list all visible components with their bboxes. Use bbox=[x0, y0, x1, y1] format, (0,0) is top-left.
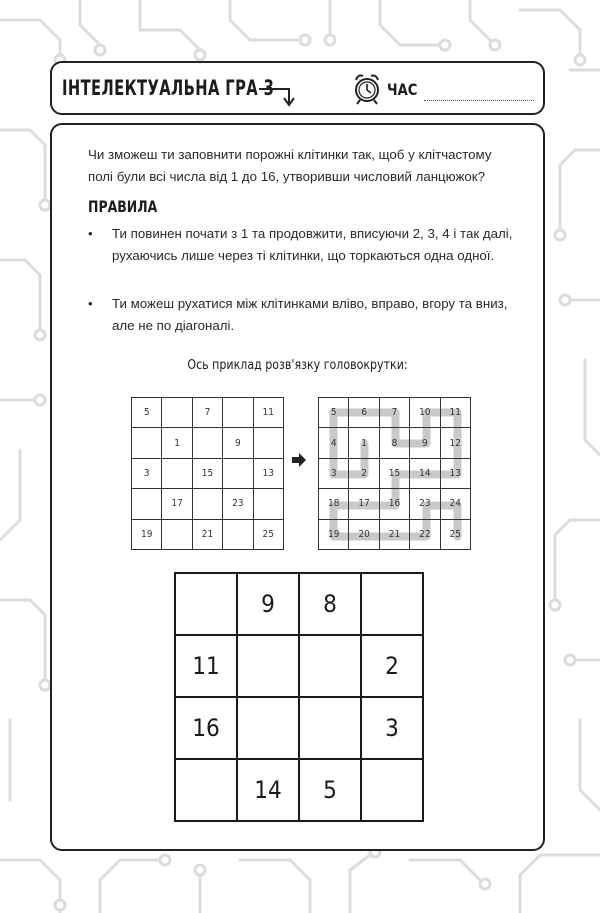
example-solution-cell: 4 bbox=[319, 428, 349, 458]
example-solution-cell: 1 bbox=[349, 428, 379, 458]
example-problem-cell bbox=[253, 489, 283, 519]
example-problem-cell bbox=[253, 428, 283, 458]
example-problem-cell bbox=[192, 428, 222, 458]
example-solution-table bbox=[318, 397, 471, 550]
example-solution-cell: 20 bbox=[349, 519, 379, 549]
header-bar bbox=[50, 61, 545, 115]
puzzle-grid bbox=[174, 572, 424, 822]
grid-row bbox=[175, 635, 423, 697]
example-problem-cell bbox=[223, 519, 253, 549]
rule-text: Ти повинен почати з 1 та продовжити, вписуючи 2, 3, 4 і так далі, рухаючись лише через ті клітинки, що торкаються одна одної. bbox=[112, 226, 513, 263]
grid-row bbox=[175, 759, 423, 821]
grid-row bbox=[319, 489, 471, 519]
example-problem-cell bbox=[162, 458, 192, 488]
example-solution-cell: 16 bbox=[379, 489, 409, 519]
example-problem-cell: 17 bbox=[162, 489, 192, 519]
rule-item bbox=[88, 223, 518, 267]
example-problem-cell: 15 bbox=[192, 458, 222, 488]
puzzle-cell: 8 bbox=[299, 573, 361, 635]
puzzle-cell: 5 bbox=[299, 759, 361, 821]
example-problem-cell bbox=[132, 489, 162, 519]
puzzle-cell[interactable] bbox=[175, 759, 237, 821]
puzzle-cell[interactable] bbox=[361, 573, 423, 635]
puzzle-cell: 11 bbox=[175, 635, 237, 697]
arrow-down-right-icon bbox=[257, 81, 297, 109]
puzzle-table bbox=[174, 572, 424, 822]
example-solution-cell: 13 bbox=[440, 458, 470, 488]
example-solution-cell: 6 bbox=[349, 398, 379, 428]
puzzle-card bbox=[50, 123, 545, 851]
time-label: ЧАС bbox=[387, 80, 418, 99]
grid-row bbox=[175, 573, 423, 635]
example-solution-cell: 8 bbox=[379, 428, 409, 458]
puzzle-cell[interactable] bbox=[237, 635, 299, 697]
arrow-right-icon bbox=[291, 452, 307, 468]
bullet-icon: • bbox=[88, 226, 93, 241]
intro-text: Чи зможеш ти заповнити порожні клітинки так, щоб у клітчастому полі були всі числа від 1 до 16, утворивши числовий ланцюжок? bbox=[88, 147, 492, 184]
puzzle-cell: 9 bbox=[237, 573, 299, 635]
example-solution-cell: 2 bbox=[349, 458, 379, 488]
example-solution-cell: 12 bbox=[440, 428, 470, 458]
example-solution-cell: 21 bbox=[379, 519, 409, 549]
puzzle-cell: 16 bbox=[175, 697, 237, 759]
puzzle-cell[interactable] bbox=[361, 759, 423, 821]
example-solution-cell: 7 bbox=[379, 398, 409, 428]
example-solution-grid bbox=[318, 397, 471, 550]
example-problem-cell: 9 bbox=[223, 428, 253, 458]
example-problem-cell: 25 bbox=[253, 519, 283, 549]
example-solution-cell: 22 bbox=[410, 519, 440, 549]
grid-row bbox=[132, 398, 284, 428]
example-caption: Ось приклад розв'язку головокрутки: bbox=[187, 358, 408, 373]
alarm-clock-icon bbox=[352, 71, 382, 105]
example-problem-cell bbox=[192, 489, 222, 519]
example-solution-cell: 14 bbox=[410, 458, 440, 488]
example-problem-cell: 11 bbox=[253, 398, 283, 428]
grid-row bbox=[132, 458, 284, 488]
example-problem-cell bbox=[162, 398, 192, 428]
puzzle-cell[interactable] bbox=[299, 635, 361, 697]
grid-row bbox=[175, 697, 423, 759]
example-problem-cell: 3 bbox=[132, 458, 162, 488]
puzzle-cell[interactable] bbox=[299, 697, 361, 759]
example-solution-cell: 24 bbox=[440, 489, 470, 519]
grid-row bbox=[319, 428, 471, 458]
puzzle-cell: 14 bbox=[237, 759, 299, 821]
example-solution-cell: 9 bbox=[410, 428, 440, 458]
bullet-icon: • bbox=[88, 296, 93, 311]
example-problem-cell: 21 bbox=[192, 519, 222, 549]
grid-row bbox=[319, 458, 471, 488]
example-problem-cell: 5 bbox=[132, 398, 162, 428]
example-solution-cell: 23 bbox=[410, 489, 440, 519]
example-solution-cell: 10 bbox=[410, 398, 440, 428]
page-title: ІНТЕЛЕКТУАЛЬНА ГРА 3 bbox=[62, 76, 275, 100]
example-problem-cell bbox=[162, 519, 192, 549]
example-problem-cell bbox=[223, 458, 253, 488]
example-solution-cell: 3 bbox=[319, 458, 349, 488]
example-problem-cell: 19 bbox=[132, 519, 162, 549]
example-problem-grid bbox=[131, 397, 284, 550]
example-problem-cell: 7 bbox=[192, 398, 222, 428]
time-fill-in-line[interactable] bbox=[424, 100, 534, 101]
puzzle-cell[interactable] bbox=[237, 697, 299, 759]
example-solution-cell: 17 bbox=[349, 489, 379, 519]
example-problem-cell: 1 bbox=[162, 428, 192, 458]
example-solution-cell: 11 bbox=[440, 398, 470, 428]
grid-row bbox=[319, 398, 471, 428]
example-solution-cell: 18 bbox=[319, 489, 349, 519]
puzzle-cell[interactable] bbox=[175, 573, 237, 635]
rule-text: Ти можеш рухатися між клітинками вліво, вправо, вгору та вниз, але не по діагоналі. bbox=[112, 296, 508, 333]
example-problem-table bbox=[131, 397, 284, 550]
example-solution-cell: 19 bbox=[319, 519, 349, 549]
example-solution-cell: 5 bbox=[319, 398, 349, 428]
example-solution-cell: 25 bbox=[440, 519, 470, 549]
grid-row bbox=[132, 489, 284, 519]
example-solution-cell: 15 bbox=[379, 458, 409, 488]
grid-row bbox=[319, 519, 471, 549]
example-problem-cell: 13 bbox=[253, 458, 283, 488]
example-problem-cell: 23 bbox=[223, 489, 253, 519]
example-problem-cell bbox=[223, 398, 253, 428]
grid-row bbox=[132, 519, 284, 549]
grid-row bbox=[132, 428, 284, 458]
rules-heading: ПРАВИЛА bbox=[88, 197, 158, 216]
rule-item bbox=[88, 293, 518, 337]
example-problem-cell bbox=[132, 428, 162, 458]
puzzle-cell: 2 bbox=[361, 635, 423, 697]
puzzle-cell: 3 bbox=[361, 697, 423, 759]
